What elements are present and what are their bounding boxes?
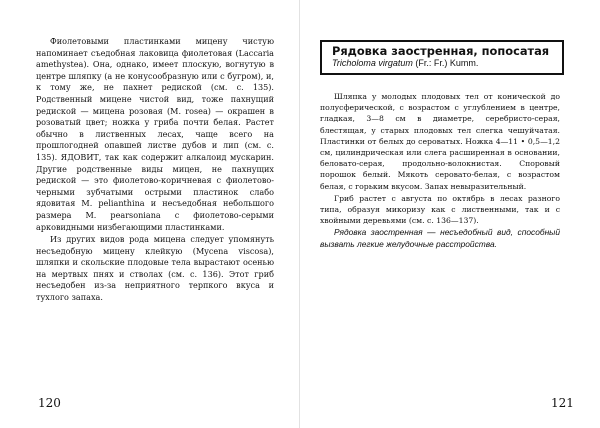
right-paragraph-1: Шляпка у молодых плодовых тел от конической до полусферической, с возрастом с углублением в центре, гладкая, 3—8 см в диаметре, серебристо-серая, блестящая, у старых плодовых тел слегка чешуйчатая. Пластинки от белых до сероватых. Ножка 4—11 • 0,5—1,2 см, цилиндрическая или слега расширенная в основании, беловато-серая, продольно-волокнистая. Споровый порошок белый. Мякоть серовато-белая, с возрастом белая, с горьким вкусом. Запах невыразительный. [320, 92, 560, 191]
edibility-note: Рядовка заостренная — несъедобный вид, способный вызвать легкие желудочные расстройства. [320, 227, 560, 249]
species-latin-line [332, 58, 554, 69]
species-title-box [320, 40, 564, 75]
right-paragraph-2: Гриб растет с августа по октябрь в лесах разного типа, образуя микоризу как с лиственными, так и с хвойными деревьями (см. с. 136—137). [320, 193, 560, 226]
species-title: Рядовка заостренная, попосатая [332, 44, 550, 58]
left-page-number: 120 [38, 396, 61, 410]
left-paragraph-1: Фиолетовыми пластинками мицену чистую напоминает съедобная лаковица фиолетовая (Laccaria amethystea). Она, однако, имеет плоскую, вогнутую в центре шляпку (а не конусообразную или с бугром), и, к тому же, не пахнет редиской (см. с. 135). Родственный мицене чистой вид, тоже пахнущий редиской — мицена розовая (M. rosea) — окрашен в розоватый цвет; ножка у гриба почти белая. Растет обычно в лиственных лесах, чаще всего на прошлогодней опавшей листве дубов и лип (см. с. 135). ЯДОВИТ, так как содержит алкалоид мускарин. Другие родственные виды мицен, не пахнущих редиской — это фиолетово-коричневая с фиолетово-черными зубчатыми острыми пластинок слабо ядовитая M. pelianthina и несъедобная небольшого размера M. pearsoniana с фиолетово-серыми арковидными низбегающими пластинками. [36, 36, 274, 232]
left-paragraph-2: Из других видов рода мицена следует упомянуть несъедобную мицену клейкую (Mycena viscosa), шляпки и скольские плодовые тела вырастают осенью на мертвых пнях и стволах (см. с. 136). Этот гриб несъедобен из-за неприятного терпкого вкуса и тухлого запаха. [36, 234, 274, 303]
latin-name: Tricholoma virgatum [332, 58, 413, 68]
right-page-number: 121 [551, 396, 574, 410]
latin-authority: (Fr.: Fr.) Kumm. [415, 58, 479, 68]
page-gutter [299, 0, 300, 428]
right-page-text [320, 91, 560, 250]
left-page-text [36, 36, 274, 304]
right-page [320, 40, 564, 250]
